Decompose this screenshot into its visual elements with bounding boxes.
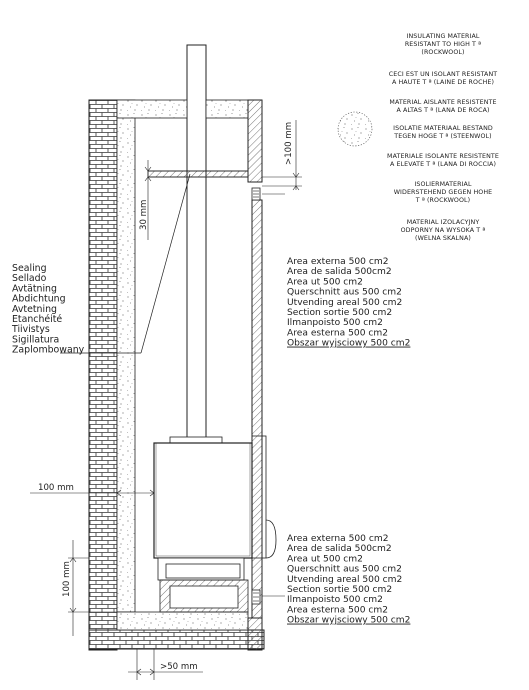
insulation-note-line: (WELNA SKALNA) (415, 235, 471, 242)
vent-top (252, 188, 260, 200)
insulation-notes (387, 33, 499, 242)
sealing-label: Etanchéité (12, 314, 63, 325)
dimension-floor-gap (128, 649, 203, 680)
sealing-label: Zaplombowany (12, 344, 85, 356)
right-panel (248, 100, 262, 650)
brick-floor (89, 630, 264, 649)
vent-area-label: Querschnitt aus 500 cm2 (287, 564, 402, 575)
insulation-note-line: A ALTAS T ª (LANA DE ROCA) (396, 107, 490, 114)
insulation-note-line: TEGEN HOGE T ª (STEENWOL) (394, 133, 492, 140)
vent-area-label: Ilmanpoisto 500 cm2 (287, 318, 383, 329)
sealing-label: Avtetning (12, 303, 57, 315)
insulation-note-line: MATERIAL IZOLACYJNY (406, 219, 480, 226)
rockwool-swatch (338, 112, 372, 146)
sealing-label: Sealing (12, 263, 47, 274)
sealing-label: Sigillatura (12, 334, 60, 346)
vent-area-label: Area ut 500 cm2 (287, 554, 363, 565)
vent-area-label: Obszar wyjsciowy 500 cm2 (287, 615, 411, 626)
brick-wall-left (89, 100, 117, 650)
vent-labels-bottom (287, 534, 410, 626)
sealing-label: Abdichtung (12, 293, 66, 305)
dim-seal-offset-label: 30 mm (139, 199, 149, 230)
seal-plate (148, 171, 248, 177)
vent-area-label: Section sortie 500 cm2 (287, 585, 393, 595)
insulation-note-line: ISOLIERMATERIAL (414, 181, 472, 188)
vent-area-label: Area de salida 500cm2 (287, 544, 392, 555)
vent-area-label: Area esterna 500 cm2 (287, 605, 389, 616)
insulation-bottom (117, 612, 248, 630)
vent-area-label: Section sortie 500 cm2 (287, 308, 393, 318)
vent-area-label: Area externa 500 cm2 (287, 257, 389, 267)
dim-base-height-label: 100 mm (62, 561, 72, 597)
insulation-top (117, 100, 248, 118)
insulation-note-line: T ª (ROCKWOOL) (415, 197, 471, 204)
vent-area-label: Utvending areal 500 cm2 (287, 574, 403, 585)
vent-area-label: Area de salida 500cm2 (287, 267, 392, 278)
insulation-note-line: ISOLATIE MATERIAAL BESTAND (393, 125, 493, 132)
vent-area-label: Utvending areal 500 cm2 (287, 297, 403, 308)
sealing-label: Tiivistys (12, 324, 50, 336)
vent-area-label: Ilmanpoisto 500 cm2 (287, 595, 383, 606)
sealing-label: Sellado (12, 273, 47, 285)
insulation-note-line: A HAUTE T ª (LAINE DE ROCHE) (391, 79, 495, 86)
vent-area-label: Area esterna 500 cm2 (287, 328, 389, 339)
insulation-note-line: (ROCKWOOL) (421, 49, 465, 56)
dimension-top-gap (262, 120, 302, 190)
insulation-note-line: INSULATING MATERIAL (406, 33, 480, 40)
vent-area-label: Area externa 500 cm2 (287, 534, 389, 544)
insulation-left (117, 100, 135, 612)
insulation-note-line: MATERIALE ISOLANTE RESISTENTE (387, 153, 499, 160)
vent-area-label: Querschnitt aus 500 cm2 (287, 287, 402, 298)
insulation-note-line: ODPORNY NA WYSOKA T ª (400, 227, 486, 234)
flue-pipe (187, 45, 206, 440)
vent-labels-top (287, 257, 410, 349)
sealing-label: Avtätning (12, 283, 57, 295)
dim-side-gap-label: 100 mm (38, 483, 74, 493)
vent-area-label: Obszar wyjsciowy 500 cm2 (287, 338, 411, 349)
insulation-note-line: MATERIAL AISLANTE RESISTENTE (389, 99, 497, 106)
insulation-note-line: A ELEVATE T ª (LANA DI ROCCIA) (389, 161, 497, 168)
dim-floor-gap-label: >50 mm (160, 662, 198, 672)
insulation-note-line: CECI EST UN ISOLANT RESISTANT (388, 71, 498, 78)
sealing-labels (11, 263, 85, 356)
vent-bottom (252, 590, 260, 604)
vent-area-label: Area ut 500 cm2 (287, 277, 363, 288)
insulation-note-line: WIDERSTEHEND GEGEN HOHE (393, 189, 493, 196)
vent-leaders (262, 194, 285, 596)
dim-top-gap-label: >100 mm (284, 121, 294, 165)
stove-base (158, 558, 248, 612)
insulation-note-line: RESISTANT TO HIGH T ª (404, 41, 482, 48)
